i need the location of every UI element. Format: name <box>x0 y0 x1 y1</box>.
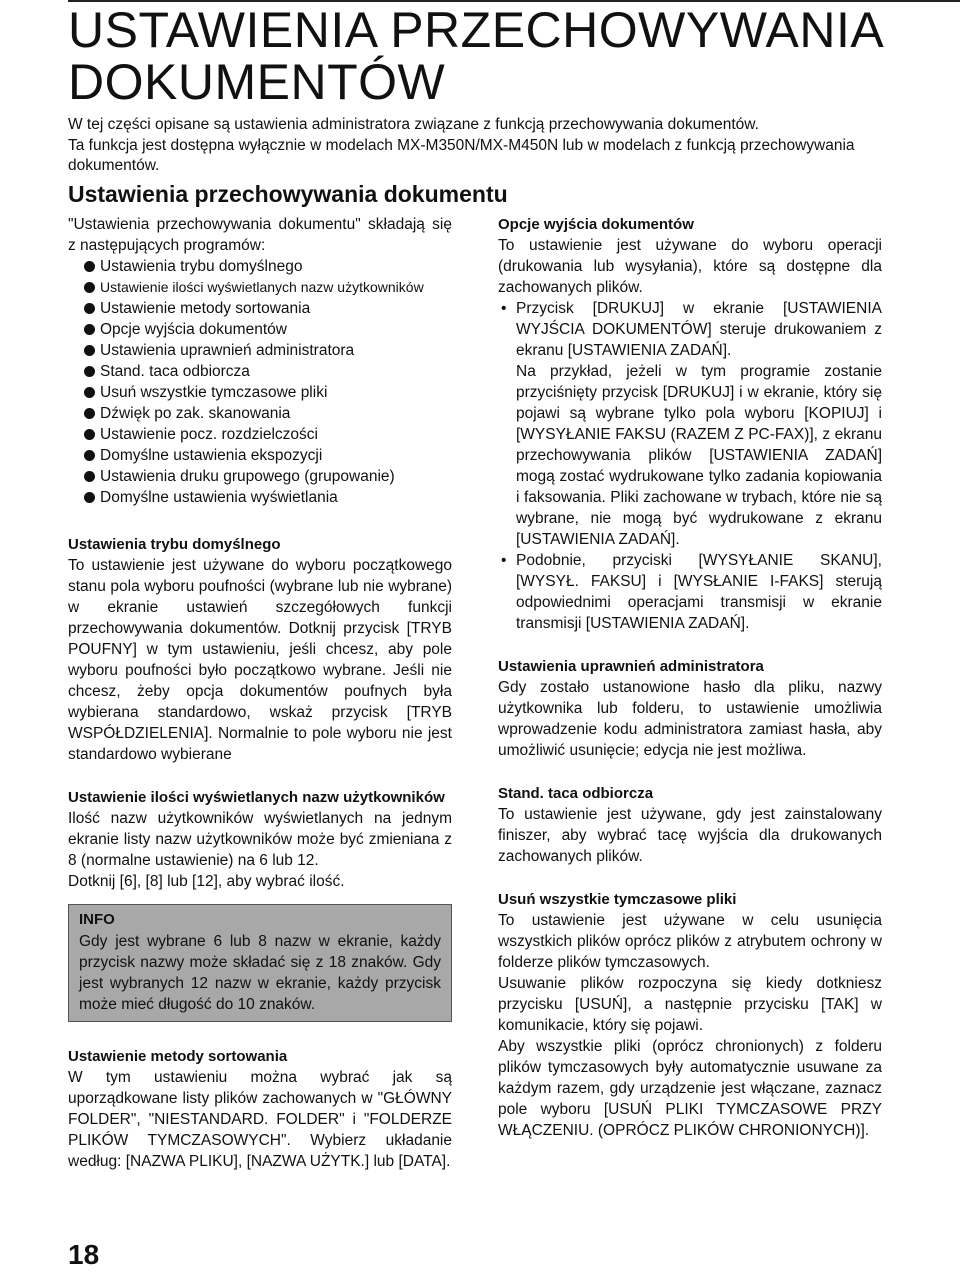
list-item <box>68 256 452 277</box>
list-item <box>498 298 882 550</box>
subsection-text: Usuwanie plików rozpoczyna się kiedy dotkniesz przycisku [USUŃ], a następnie przycisku [TAK] w komunikacie, który się pojawi. <box>498 975 882 1034</box>
page-title: USTAWIENIA PRZECHOWYWANIA DOKUMENTÓW <box>68 2 882 110</box>
subsection-title: Usuń wszystkie tymczasowe pliki <box>498 891 737 908</box>
list-item-label: Dźwięk po zak. skanowania <box>100 405 291 422</box>
programs-intro: "Ustawienia przechowywania dokumentu" składają się z następujących programów: <box>68 216 452 254</box>
list-item <box>68 361 452 382</box>
subsection-title: Ustawienia uprawnień administratora <box>498 658 764 675</box>
subsection-text: To ustawienie jest używane w celu usunięcia wszystkich plików oprócz plików z atrybutem ochrony w folderze plików tymczasowych. <box>498 912 882 971</box>
bullet-icon <box>84 345 95 356</box>
bullet-icon <box>84 492 95 503</box>
subsection-title: Ustawienia trybu domyślnego <box>68 536 281 553</box>
intro-line: Ta funkcja jest dostępna wyłącznie w modelach MX-M350N/MX-M450N lub w modelach z funkcją przechowywania dokumentów. <box>68 136 855 174</box>
list-item-label: Domyślne ustawienia ekspozycji <box>100 447 323 464</box>
list-item-label: Usuń wszystkie tymczasowe pliki <box>100 384 328 401</box>
bullet-icon <box>84 471 95 482</box>
bullet-icon: • <box>501 300 507 317</box>
subsection-title: Opcje wyjścia dokumentów <box>498 216 694 233</box>
list-item-label: Opcje wyjścia dokumentów <box>100 321 287 338</box>
list-item-label: Ustawienie metody sortowania <box>100 300 311 317</box>
list-item-label: Ustawienia uprawnień administratora <box>100 342 355 359</box>
bullet-list <box>498 298 882 634</box>
bullet-icon <box>84 429 95 440</box>
subsection-text: To ustawienie jest używane, gdy jest zainstalowany finiszer, aby wybrać tacę wyjścia dla drukowanych zachowanych plików. <box>498 806 882 865</box>
info-box <box>68 904 452 1022</box>
list-item <box>68 403 452 424</box>
subsection-text: To ustawienie jest używane do wyboru operacji (drukowania lub wysyłania), które są dostępne dla zachowanych plików. <box>498 237 882 296</box>
list-item <box>68 382 452 403</box>
bullet-icon <box>84 261 95 272</box>
bullet-icon <box>84 324 95 335</box>
subsection-text: Dotknij [6], [8] lub [12], aby wybrać ilość. <box>68 873 345 890</box>
left-column <box>68 214 452 1172</box>
subsection-text: Ilość nazw użytkowników wyświetlanych na jednym ekranie listy nazw użytkowników może być zmieniana z 8 (normalne ustawienie) na 6 lub 12. <box>68 810 452 869</box>
list-item <box>68 445 452 466</box>
list-item-text: Przycisk [DRUKUJ] w ekranie [USTAWIENIA WYJŚCIA DOKUMENTÓW] steruje drukowaniem z ekranu [USTAWIENIA ZADAŃ]. <box>516 300 882 359</box>
info-text: Gdy jest wybrane 6 lub 8 nazw w ekranie, każdy przycisk nazwy może składać się z 18 znaków. Gdy jest wybranych 12 nazw w ekranie, każdy przycisk może mieć długość do 10 znaków. <box>79 933 441 1013</box>
list-item <box>498 550 882 634</box>
list-item <box>68 466 452 487</box>
programs-list <box>68 256 452 508</box>
list-item-label: Stand. taca odbiorcza <box>100 363 250 380</box>
intro <box>68 115 888 177</box>
list-item <box>68 487 452 508</box>
list-item <box>68 277 452 298</box>
section-title: Ustawienia przechowywania dokumentu <box>68 181 508 207</box>
list-item <box>68 298 452 319</box>
list-item-label: Ustawienia trybu domyślnego <box>100 258 303 275</box>
subsection-title: Ustawienie ilości wyświetlanych nazw użytkowników <box>68 789 445 806</box>
bullet-icon <box>84 450 95 461</box>
list-item-label: Ustawienia druku grupowego (grupowanie) <box>100 468 395 485</box>
bullet-icon: • <box>501 552 507 569</box>
page-number: 18 <box>68 1239 100 1270</box>
subsection-title: Stand. taca odbiorcza <box>498 785 654 802</box>
subsection-text: W tym ustawieniu można wybrać jak są uporządkowane listy plików zachowanych w "GŁÓWNY FOLDER", "NIESTANDARD. FOLDER" i "FOLDERZE PLIKÓW TYMCZASOWYCH". Wybierz układanie według: [NAZWA PLIKU], [NAZWA UŻYTK.] lub [DATA]. <box>68 1069 452 1170</box>
list-item-text: Podobnie, przyciski [WYSYŁANIE SKANU], [WYSYŁ. FAKSU] i [WYSŁANIE I-FAKS] sterują odpowiednimi operacjami transmisji w ekranie transmisji [USTAWIENIA ZADAŃ]. <box>516 552 882 632</box>
list-item-example: Na przykład, jeżeli w tym programie zostanie przyciśnięty przycisk [DRUKUJ] i w ekranie, który się pojawi są wybrane tylko pola wyboru [KOPIUJ] i [WYSYŁANIE FAKSU (RAZEM Z PC-FAX)], z ekranu przechowywania plików [USTAWIENIA ZADAŃ] mogą zostać wydrukowane tylko zadania kopiowania i faksowania. Pliki zachowane w trybach, które nie są wybrane, nie mogą być wydrukowane z ekranu [USTAWIENIA ZADAŃ]. <box>516 363 882 548</box>
list-item <box>68 340 452 361</box>
list-item <box>68 319 452 340</box>
bullet-icon <box>84 387 95 398</box>
list-item <box>68 424 452 445</box>
right-column <box>498 214 882 1141</box>
list-item-label: Domyślne ustawienia wyświetlania <box>100 489 338 506</box>
bullet-icon <box>84 408 95 419</box>
bullet-icon <box>84 366 95 377</box>
intro-line: W tej części opisane są ustawienia administratora związane z funkcją przechowywania dokumentów. <box>68 116 759 133</box>
subsection-text: To ustawienie jest używane do wyboru początkowego stanu pola wyboru poufności (wybrane lub nie wybrane) w ekranie ustawień szczegółowych funkcji przechowywania dokumentów. Dotknij przycisk [TRYB POUFNY] w tym ustawieniu, jeśli chcesz, aby pole wyboru poufności było początkowo wybrane. Jeśli nie chcesz, żeby opcja dokumentów poufnych była wybierana standardowo, wskaż przycisk [TRYB WSPÓŁDZIELENIA]. Normalnie to pole wyboru nie jest standardowo wybierane <box>68 557 452 763</box>
list-item-label: Ustawienie pocz. rozdzielczości <box>100 426 318 443</box>
list-item-label: Ustawienie ilości wyświetlanych nazw użytkowników <box>100 279 424 295</box>
info-title: INFO <box>79 911 115 928</box>
bullet-icon <box>84 303 95 314</box>
subsection-title: Ustawienie metody sortowania <box>68 1048 288 1065</box>
subsection-text: Aby wszystkie pliki (oprócz chronionych) z folderu plików tymczasowych były automatycznie usuwane za każdym razem, gdy urządzenie jest włączane, zaznacz pole wyboru [USUŃ PLIKI TYMCZASOWE PRZY WŁĄCZENIU. (OPRÓCZ PLIKÓW CHRONIONYCH)]. <box>498 1038 882 1139</box>
bullet-icon <box>84 282 95 293</box>
subsection-text: Gdy zostało ustanowione hasło dla pliku, nazwy użytkownika lub folderu, to ustawienie umożliwia wprowadzenie kodu administratora zamiast hasła, aby umożliwić usunięcie; edycja nie jest możliwa. <box>498 679 882 759</box>
